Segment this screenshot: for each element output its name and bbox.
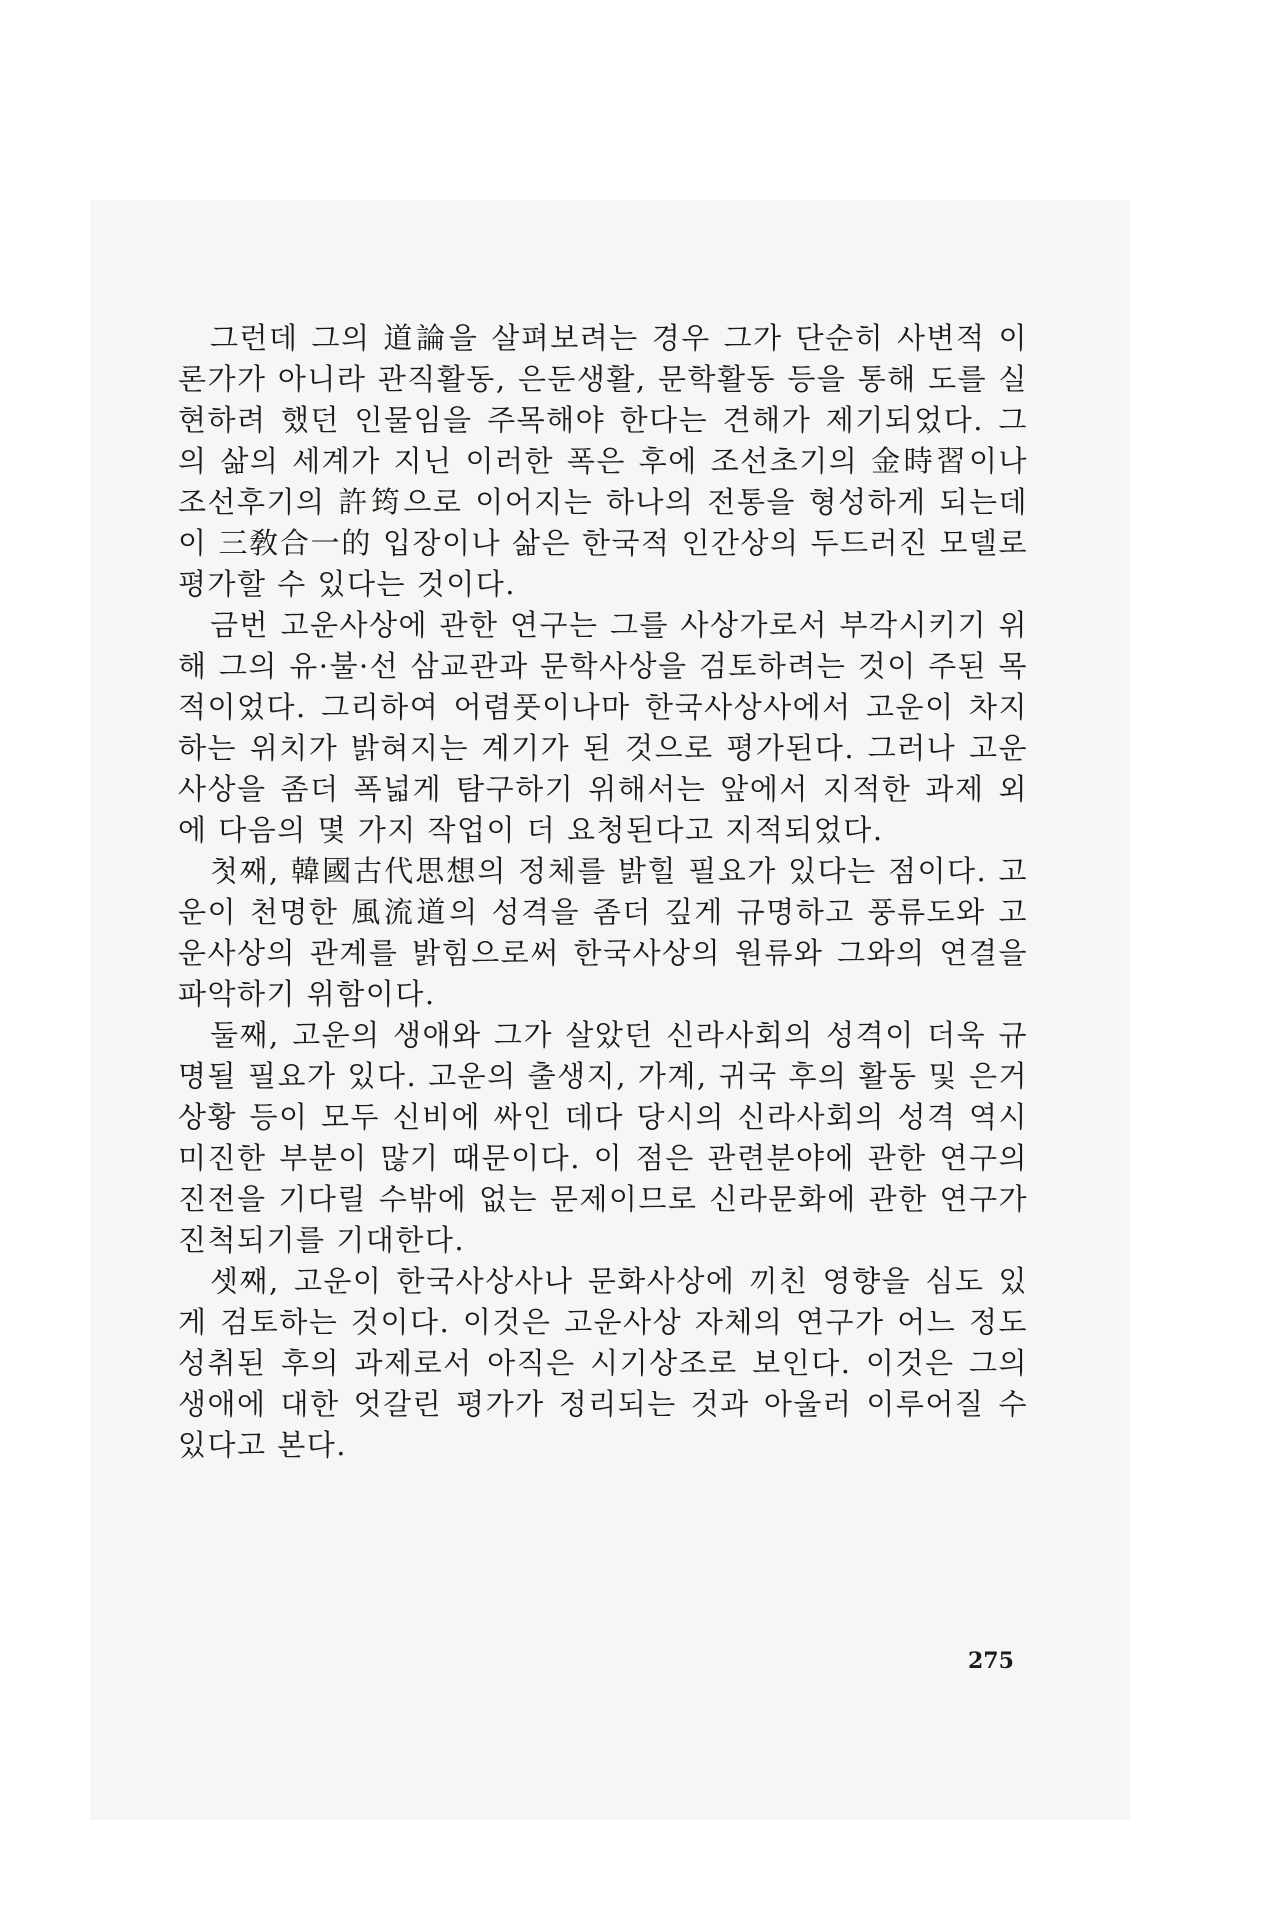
page-number: 275 — [968, 1648, 1014, 1674]
paragraph-5: 셋째, 고운이 한국사상사나 문화사상에 끼친 영향을 심도 있게 검토하는 것이다. 이것은 고운사상 자체의 연구가 어느 정도 성취된 후의 과제로서 아직은 시기상조로 보인다. 이것은 그의 생애에 대한 엇갈린 평가가 정리되는 것과 아울러 이루어질 수 있다고 본다. — [178, 1264, 1028, 1462]
body-text — [178, 318, 1028, 1466]
paragraph-1: 그런데 그의 道論을 살펴보려는 경우 그가 단순히 사변적 이론가가 아니라 관직활동, 은둔생활, 문학활동 등을 통해 도를 실현하려 했던 인물임을 주목해야 한다는 견해가 제기되었다. 그의 삶의 세계가 지닌 이러한 폭은 후에 조선초기의 金時習이나 조선후기의 許筠으로 이어지는 하나의 전통을 형성하게 되는데 이 三敎合一的 입장이나 삶은 한국적 인간상의 두드러진 모델로 평가할 수 있다는 것이다. — [178, 321, 1028, 601]
paragraph-3: 첫째, 韓國古代思想의 정체를 밝힐 필요가 있다는 점이다. 고운이 천명한 風流道의 성격을 좀더 깊게 규명하고 풍류도와 고운사상의 관계를 밝힘으로써 한국사상의 원류와 그와의 연결을 파악하기 위함이다. — [178, 854, 1028, 1011]
paragraph-4: 둘째, 고운의 생애와 그가 살았던 신라사회의 성격이 더욱 규명될 필요가 있다. 고운의 출생지, 가계, 귀국 후의 활동 및 은거상황 등이 모두 신비에 싸인 데다 당시의 신라사회의 성격 역시 미진한 부분이 많기 때문이다. 이 점은 관련분야에 관한 연구의 진전을 기다릴 수밖에 없는 문제이므로 신라문화에 관한 연구가 진척되기를 기대한다. — [178, 1018, 1028, 1257]
paragraph-2: 금번 고운사상에 관한 연구는 그를 사상가로서 부각시키기 위해 그의 유·불·선 삼교관과 문학사상을 검토하려는 것이 주된 목적이었다. 그리하여 어렴풋이나마 한국사상사에서 고운이 차지하는 위치가 밝혀지는 계기가 된 것으로 평가된다. 그러나 고운사상을 좀더 폭넓게 탐구하기 위해서는 앞에서 지적한 과제 외에 다음의 몇 가지 작업이 더 요청된다고 지적되었다. — [178, 608, 1028, 847]
